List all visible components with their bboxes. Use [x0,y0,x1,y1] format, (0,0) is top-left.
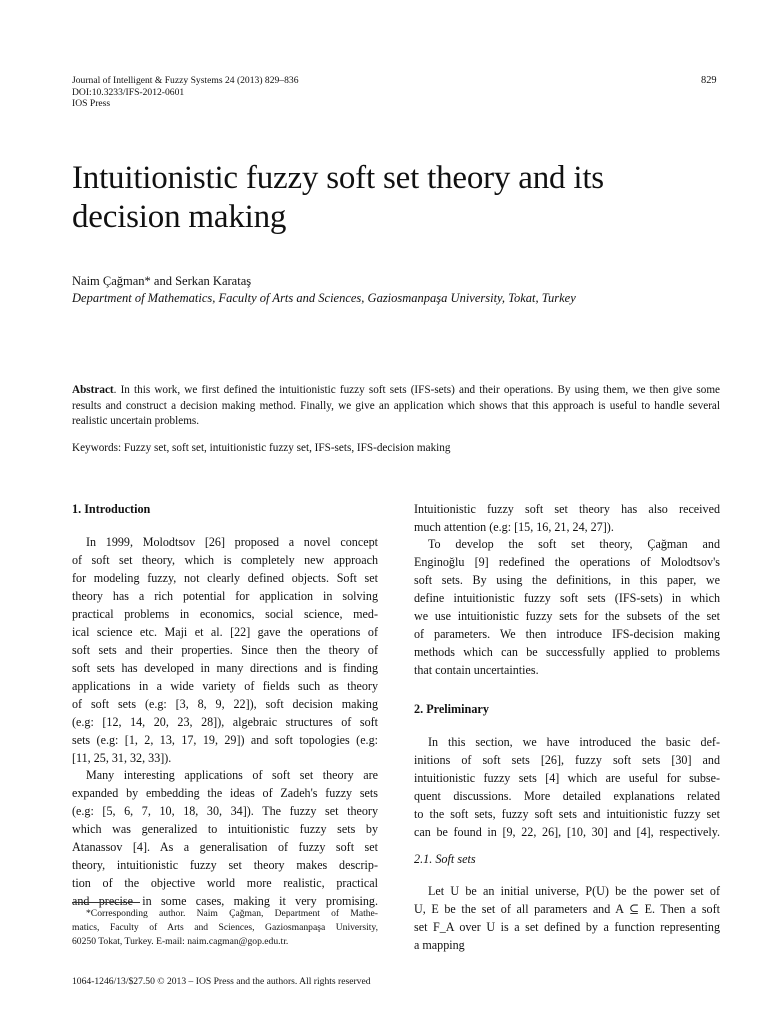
footnote-rule [72,902,140,903]
body-line: [11, 25, 31, 32, 33]). [72,751,172,765]
body-line: we use intuitionistic fuzzy sets for the subsets of the set [414,609,720,623]
body-line: methods which can be successfully applied to problems [414,645,720,659]
subsection-heading-soft-sets: 2.1. Soft sets [414,852,476,866]
body-line: quent discussions. More detailed explanations related [414,789,720,803]
body-line: In this section, we have introduced the basic def- [428,735,720,749]
body-line: set F_A over U is a set defined by a function representing [414,920,720,934]
abstract-text: . In this work, we first defined the intuitionistic fuzzy soft sets (IFS-sets) and their operations. By using them, we then give some results and construct a decision making method. Finally, we give an application which shows that this approach is useful to handle several realistic uncertain problems. [72,384,720,427]
body-line: applications in a wide variety of fields such as theory [72,679,378,693]
body-line: (e.g: [12, 14, 20, 23, 28]), algebraic structures of soft [72,715,378,729]
body-line: expanded by embedding the ideas of Zadeh's fuzzy sets [72,786,378,800]
body-line: Let U be an initial universe, P(U) be the power set of [428,884,720,898]
body-line: of soft set theory, which is completely new approach [72,553,378,567]
body-line: of soft sets (e.g: [3, 8, 9, 22]), soft decision making [72,697,378,711]
body-line: that contain uncertainties. [414,663,539,677]
paper-title-line-1: Intuitionistic fuzzy soft set theory and its [72,160,604,196]
body-line: which was generalized to intuitionistic fuzzy sets by [72,822,378,836]
abstract-label: Abstract [72,384,114,396]
footnote-line: *Corresponding author. Naim Çağman, Department of Mathe- [86,908,378,919]
body-line: theory, intuitionistic fuzzy set theory makes descrip- [72,858,378,872]
publisher: IOS Press [72,98,111,109]
body-line: soft sets has developed in many directions and is finding [72,661,378,675]
body-line: To develop the soft set theory, Çağman and [428,537,720,551]
body-line: sets (e.g: [1, 2, 13, 17, 19, 29]) and soft topologies (e.g: [72,733,378,747]
body-line: Many interesting applications of soft set theory are [86,768,378,782]
journal-citation: Journal of Intelligent & Fuzzy Systems 24 (2013) 829–836 [72,75,299,86]
body-line: theory has a rich potential for application in solving [72,589,378,603]
body-line: Intuitionistic fuzzy soft set theory has also received [414,502,720,516]
footnote-line: 60250 Tokat, Turkey. E-mail: naim.cagman@gop.edu.tr. [72,936,289,947]
body-line: define intuitionistic fuzzy soft sets (IFS-sets) in which [414,591,720,605]
body-line: and precise in some cases, making it very promising. [72,894,378,908]
journal-header [72,75,299,110]
body-line: much attention (e.g: [15, 16, 21, 24, 27]). [414,520,614,534]
body-line: practical problems in economics, social science, med- [72,607,378,621]
body-line: (e.g: [5, 6, 7, 10, 18, 30, 34]). The fuzzy set theory [72,804,378,818]
abstract [72,383,720,430]
body-line: ical science etc. Maji et al. [22] gave the operations of [72,625,378,639]
page-number: 829 [701,75,717,86]
body-line: Enginoğlu [9] redefined the operations of Molodtsov's [414,555,720,569]
body-line: a mapping [414,938,465,952]
section-heading-preliminary: 2. Preliminary [414,702,489,716]
body-line: of parameters. We then introduce IFS-decision making [414,627,720,641]
body-line: soft sets. By using the definitions, in this paper, we [414,573,720,587]
copyright-line: 1064-1246/13/$27.50 © 2013 – IOS Press and the authors. All rights reserved [72,976,371,987]
body-line: for modeling fuzzy, not clearly defined objects. Soft set [72,571,378,585]
section-heading-introduction: 1. Introduction [72,502,151,516]
body-line: to the soft sets, fuzzy soft sets and intuitionistic fuzzy set [414,807,720,821]
body-line: can be found in [9, 22, 26], [10, 30] and [4], respectively. [414,825,720,839]
body-line: U, E be the set of all parameters and A ⊆ E. Then a soft [414,902,720,916]
paper-title-line-2: decision making [72,199,287,235]
affiliation: Department of Mathematics, Faculty of Arts and Sciences, Gaziosmanpaşa University, Tokat, Turkey [72,291,576,305]
authors: Naim Çağman* and Serkan Karataş [72,274,252,288]
keywords: Keywords: Fuzzy set, soft set, intuitionistic fuzzy set, IFS-sets, IFS-decision making [72,442,451,454]
body-line: intuitionistic fuzzy sets [4] which are useful for subse- [414,771,720,785]
body-line: tion of the objective world more realistic, practical [72,876,378,890]
body-line: Atanassov [4]. As a generalisation of fuzzy soft set [72,840,378,854]
body-line: soft sets and their properties. Since then the theory of [72,643,378,657]
body-line: In 1999, Molodtsov [26] proposed a novel concept [86,535,378,549]
body-line: initions of soft sets [26], fuzzy soft sets [30] and [414,753,720,767]
footnote-line: matics, Faculty of Arts and Sciences, Gaziosmanpaşa University, [72,922,378,933]
doi: DOI:10.3233/IFS-2012-0601 [72,86,185,98]
